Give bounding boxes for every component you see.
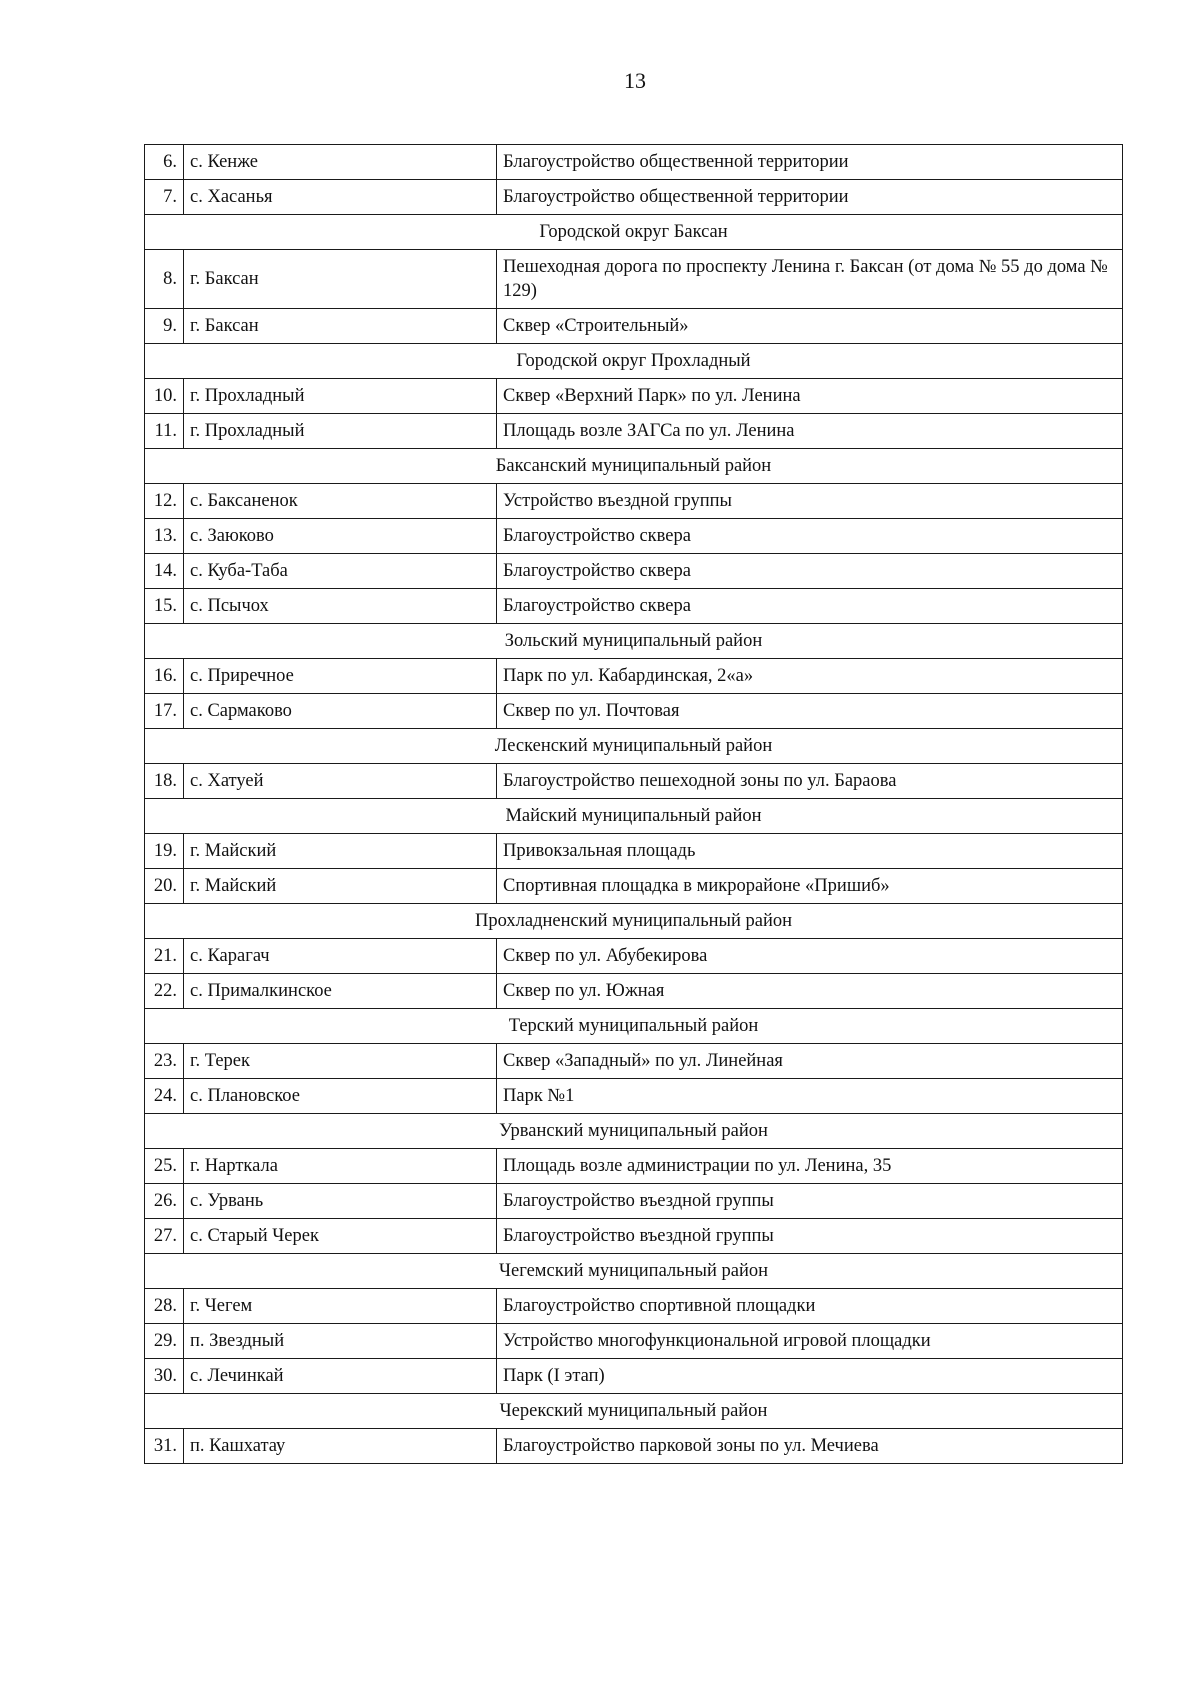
row-description: Сквер «Верхний Парк» по ул. Ленина [497, 379, 1123, 414]
row-place: с. Заюково [184, 519, 497, 554]
group-header-row [145, 344, 1123, 379]
row-number: 25. [145, 1149, 184, 1184]
row-place: с. Плановское [184, 1079, 497, 1114]
table-row [145, 1429, 1123, 1464]
table-row [145, 694, 1123, 729]
group-header-title: Зольский муниципальный район [145, 624, 1123, 659]
row-number: 19. [145, 834, 184, 869]
group-header-row [145, 624, 1123, 659]
row-number: 23. [145, 1044, 184, 1079]
row-place: с. Баксаненок [184, 484, 497, 519]
group-header-title: Чегемский муниципальный район [145, 1254, 1123, 1289]
row-place: с. Урвань [184, 1184, 497, 1219]
row-number: 7. [145, 180, 184, 215]
table-row [145, 1359, 1123, 1394]
row-number: 17. [145, 694, 184, 729]
table-row [145, 414, 1123, 449]
row-place: с. Хатуей [184, 764, 497, 799]
row-number: 24. [145, 1079, 184, 1114]
table-row [145, 974, 1123, 1009]
row-place: с. Псычох [184, 589, 497, 624]
row-description: Сквер «Строительный» [497, 309, 1123, 344]
row-place: г. Терек [184, 1044, 497, 1079]
row-description: Площадь возле администрации по ул. Ленина, 35 [497, 1149, 1123, 1184]
row-description: Благоустройство парковой зоны по ул. Мечиева [497, 1429, 1123, 1464]
group-header-title: Урванский муниципальный район [145, 1114, 1123, 1149]
row-place: с. Хасанья [184, 180, 497, 215]
group-header-title: Прохладненский муниципальный район [145, 904, 1123, 939]
table-row [145, 659, 1123, 694]
row-description: Благоустройство общественной территории [497, 180, 1123, 215]
table-row [145, 250, 1123, 309]
row-description: Благоустройство спортивной площадки [497, 1289, 1123, 1324]
row-number: 6. [145, 145, 184, 180]
table-row [145, 834, 1123, 869]
row-place: с. Карагач [184, 939, 497, 974]
row-number: 26. [145, 1184, 184, 1219]
row-number: 21. [145, 939, 184, 974]
row-place: г. Чегем [184, 1289, 497, 1324]
row-number: 29. [145, 1324, 184, 1359]
table-row [145, 1324, 1123, 1359]
table-row [145, 1289, 1123, 1324]
group-header-row [145, 729, 1123, 764]
row-number: 13. [145, 519, 184, 554]
table-row [145, 589, 1123, 624]
table-row [145, 939, 1123, 974]
row-place: г. Баксан [184, 309, 497, 344]
row-place: с. Приречное [184, 659, 497, 694]
table-row [145, 1184, 1123, 1219]
table-row [145, 519, 1123, 554]
table-row [145, 180, 1123, 215]
row-description: Площадь возле ЗАГСа по ул. Ленина [497, 414, 1123, 449]
table-row [145, 145, 1123, 180]
row-place: с. Кенже [184, 145, 497, 180]
table-row [145, 1149, 1123, 1184]
group-header-row [145, 1009, 1123, 1044]
row-number: 15. [145, 589, 184, 624]
group-header-row [145, 215, 1123, 250]
group-header-row [145, 799, 1123, 834]
row-description: Сквер по ул. Южная [497, 974, 1123, 1009]
table-row [145, 764, 1123, 799]
row-description: Парк (I этап) [497, 1359, 1123, 1394]
row-place: г. Баксан [184, 250, 497, 309]
row-number: 18. [145, 764, 184, 799]
row-number: 12. [145, 484, 184, 519]
projects-table [144, 144, 1123, 1464]
row-description: Парк по ул. Кабардинская, 2«а» [497, 659, 1123, 694]
group-header-title: Городской округ Баксан [145, 215, 1123, 250]
row-place: г. Майский [184, 869, 497, 904]
group-header-row [145, 1114, 1123, 1149]
row-description: Парк №1 [497, 1079, 1123, 1114]
row-place: г. Прохладный [184, 414, 497, 449]
row-place: п. Звездный [184, 1324, 497, 1359]
row-description: Благоустройство сквера [497, 554, 1123, 589]
row-number: 14. [145, 554, 184, 589]
row-number: 30. [145, 1359, 184, 1394]
table-row [145, 484, 1123, 519]
group-header-title: Городской округ Прохладный [145, 344, 1123, 379]
row-place: с. Куба-Таба [184, 554, 497, 589]
row-description: Благоустройство въездной группы [497, 1184, 1123, 1219]
row-place: п. Кашхатау [184, 1429, 497, 1464]
row-description: Пешеходная дорога по проспекту Ленина г. Баксан (от дома № 55 до дома № 129) [497, 250, 1123, 309]
group-header-title: Майский муниципальный район [145, 799, 1123, 834]
projects-table-body [145, 145, 1123, 1464]
table-row [145, 309, 1123, 344]
row-number: 10. [145, 379, 184, 414]
group-header-title: Терский муниципальный район [145, 1009, 1123, 1044]
table-row [145, 554, 1123, 589]
row-description: Благоустройство въездной группы [497, 1219, 1123, 1254]
row-place: с. Лечинкай [184, 1359, 497, 1394]
row-description: Сквер по ул. Абубекирова [497, 939, 1123, 974]
group-header-title: Лескенский муниципальный район [145, 729, 1123, 764]
group-header-row [145, 1254, 1123, 1289]
table-row [145, 379, 1123, 414]
row-number: 8. [145, 250, 184, 309]
page-number: 13 [624, 68, 646, 93]
row-number: 27. [145, 1219, 184, 1254]
row-description: Благоустройство сквера [497, 589, 1123, 624]
row-description: Привокзальная площадь [497, 834, 1123, 869]
group-header-title: Баксанский муниципальный район [145, 449, 1123, 484]
row-description: Благоустройство пешеходной зоны по ул. Бараова [497, 764, 1123, 799]
row-place: с. Старый Черек [184, 1219, 497, 1254]
row-number: 16. [145, 659, 184, 694]
row-description: Спортивная площадка в микрорайоне «Пришиб» [497, 869, 1123, 904]
row-description: Сквер «Западный» по ул. Линейная [497, 1044, 1123, 1079]
group-header-row [145, 904, 1123, 939]
row-number: 28. [145, 1289, 184, 1324]
row-description: Устройство въездной группы [497, 484, 1123, 519]
row-number: 9. [145, 309, 184, 344]
row-place: с. Сармаково [184, 694, 497, 729]
row-description: Благоустройство сквера [497, 519, 1123, 554]
row-description: Сквер по ул. Почтовая [497, 694, 1123, 729]
row-place: г. Нарткала [184, 1149, 497, 1184]
row-description: Устройство многофункциональной игровой площадки [497, 1324, 1123, 1359]
row-number: 20. [145, 869, 184, 904]
table-row [145, 1219, 1123, 1254]
row-place: г. Прохладный [184, 379, 497, 414]
row-number: 31. [145, 1429, 184, 1464]
row-number: 11. [145, 414, 184, 449]
row-place: г. Майский [184, 834, 497, 869]
group-header-title: Черекский муниципальный район [145, 1394, 1123, 1429]
row-description: Благоустройство общественной территории [497, 145, 1123, 180]
group-header-row [145, 449, 1123, 484]
table-row [145, 1044, 1123, 1079]
table-row [145, 869, 1123, 904]
table-row [145, 1079, 1123, 1114]
row-number: 22. [145, 974, 184, 1009]
group-header-row [145, 1394, 1123, 1429]
row-place: с. Прималкинское [184, 974, 497, 1009]
